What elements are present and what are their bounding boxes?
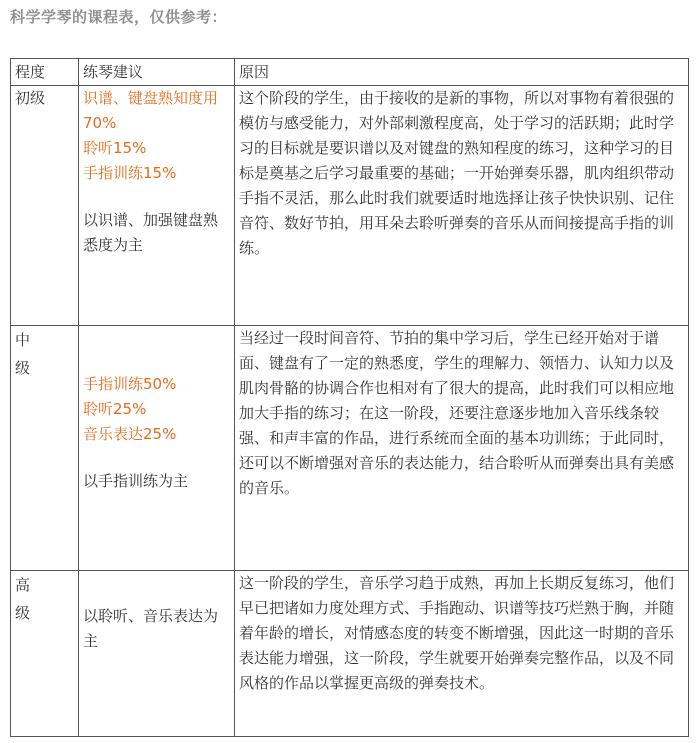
course-table xyxy=(10,58,689,737)
reason-cell xyxy=(235,326,689,571)
advice-highlight-item: 手指训练15% xyxy=(83,164,177,182)
level-label: 中级 xyxy=(15,331,31,377)
advice-summary: 以识谱、加强键盘熟悉度为主 xyxy=(83,211,219,254)
advice-summary: 以聆听、音乐表达为主 xyxy=(83,607,219,650)
table-header-row xyxy=(11,59,689,86)
header-advice: 练琴建议 xyxy=(79,59,235,86)
advice-cell xyxy=(79,571,235,737)
advice-highlight-item: 音乐表达25% xyxy=(83,425,177,443)
advice-highlight-item: 手指训练50% xyxy=(83,375,177,393)
advice-highlight-item: 识谱、键盘熟知度用70% xyxy=(83,89,219,132)
reason-text: 这一阶段的学生，音乐学习趋于成熟，再加上长期反复练习，他们早已把诸如力度处理方式、手指跑动、识谱等技巧烂熟于胸，并随着年龄的增长，对情感态度的转变不断增强，因此这一时期的音乐表达能力增强，这一阶段，学生就要开始弹奏完整作品，以及不同风格的作品以掌握更高级的弹奏技术。 xyxy=(239,574,675,692)
advice-cell xyxy=(79,326,235,571)
table-row xyxy=(11,571,689,737)
reason-cell xyxy=(235,571,689,737)
reason-text: 当经过一段时间音符、节拍的集中学习后，学生已经开始对于谱面、键盘有了一定的熟悉度，学生的理解力、领悟力、认知力以及肌肉骨骼的协调合作也相对有了很大的提高，此时我们可以相应地加大手指的练习；在这一阶段，还要注意逐步地加入音乐线条较强、和声丰富的作品，进行系统而全面的基本功训练；于此同时，还可以不断增强对音乐的表达能力，结合聆听从而弹奏出具有美感的音乐。 xyxy=(239,329,675,497)
reason-text: 这个阶段的学生，由于接收的是新的事物，所以对事物有着很强的模仿与感受能力，对外部刺激程度高，处于学习的活跃期；此时学习的目标就是要识谱以及对键盘的熟知程度的练习，这种学习的目标是奠基之后学习最重要的基础；一开始弹奏乐器，肌肉组织带动手指不灵活，那么此时我们就要适时地选择让孩子快快识别、记住音符、数好节拍，用耳朵去聆听弹奏的音乐从而间接提高手指的训练。 xyxy=(239,89,675,257)
level-cell xyxy=(11,326,79,571)
header-level: 程度 xyxy=(11,59,79,86)
advice-cell xyxy=(79,86,235,326)
level-cell xyxy=(11,571,79,737)
advice-highlight-item: 聆听15% xyxy=(83,139,147,157)
table-row xyxy=(11,86,689,326)
advice-highlight-item: 聆听25% xyxy=(83,400,147,418)
page-title: 科学学琴的课程表，仅供参考： xyxy=(10,8,228,26)
level-cell xyxy=(11,86,79,326)
level-label: 初级 xyxy=(15,89,46,107)
level-label: 高级 xyxy=(15,576,31,622)
table-row xyxy=(11,326,689,571)
header-reason: 原因 xyxy=(235,59,689,86)
advice-summary: 以手指训练为主 xyxy=(83,472,189,490)
reason-cell xyxy=(235,86,689,326)
